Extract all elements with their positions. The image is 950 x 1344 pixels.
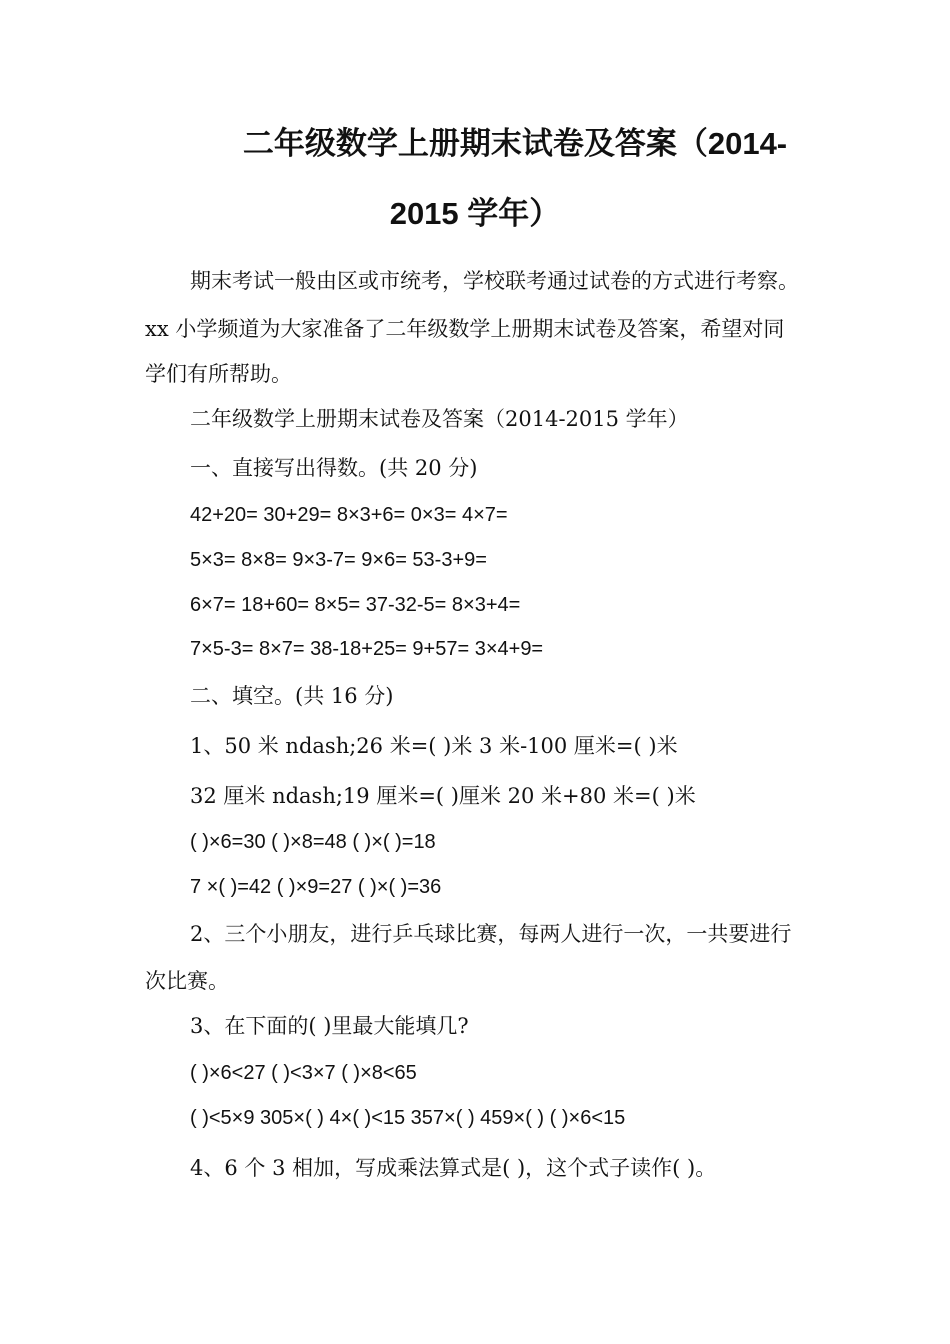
fill-blank-q2-line-1: 2、三个小朋友，进行乒乓球比赛，每两人进行一次，一共要进行 bbox=[190, 922, 792, 946]
fill-blank-q3-line-1: ( )×6<27 ( )<3×7 ( )×8<65 bbox=[190, 1062, 417, 1084]
section-2-heading: 二、填空。(共 16 分) bbox=[190, 684, 394, 708]
arithmetic-row-4: 7×5-3= 8×7= 38-18+25= 9+57= 3×4+9= bbox=[190, 638, 544, 660]
intro-paragraph-line-2: xx 小学频道为大家准备了二年级数学上册期末试卷及答案，希望对同 bbox=[145, 317, 785, 341]
fill-blank-q1-line-3: ( )×6=30 ( )×8=48 ( )×( )=18 bbox=[190, 831, 436, 853]
section-1-heading: 一、直接写出得数。(共 20 分) bbox=[190, 456, 478, 480]
fill-blank-q2-line-2: 次比赛。 bbox=[145, 969, 229, 993]
fill-blank-q1-line-4: 7 ×( )=42 ( )×9=27 ( )×( )=36 bbox=[190, 876, 442, 898]
intro-paragraph-line-1: 期末考试一般由区或市统考，学校联考通过试卷的方式进行考察。 bbox=[190, 269, 799, 293]
arithmetic-row-3: 6×7= 18+60= 8×5= 37-32-5= 8×3+4= bbox=[190, 594, 521, 616]
document-title-line-2: 2015 学年） bbox=[389, 196, 561, 231]
fill-blank-q4: 4、6 个 3 相加，写成乘法算式是( )，这个式子读作( )。 bbox=[190, 1156, 717, 1180]
arithmetic-row-1: 42+20= 30+29= 8×3+6= 0×3= 4×7= bbox=[190, 504, 508, 526]
document-subtitle: 二年级数学上册期末试卷及答案（2014-2015 学年） bbox=[190, 407, 689, 431]
arithmetic-row-2: 5×3= 8×8= 9×3-7= 9×6= 53-3+9= bbox=[190, 549, 487, 571]
document-title-line-1: 二年级数学上册期末试卷及答案（2014- bbox=[242, 126, 788, 161]
fill-blank-q3-heading: 3、在下面的( )里最大能填几? bbox=[190, 1014, 469, 1038]
fill-blank-q1-line-2: 32 厘米 ndash;19 厘米=( )厘米 20 米+80 米=( )米 bbox=[190, 784, 696, 808]
fill-blank-q1-line-1: 1、50 米 ndash;26 米=( )米 3 米-100 厘米=( )米 bbox=[190, 734, 678, 758]
intro-paragraph-line-3: 学们有所帮助。 bbox=[145, 362, 292, 386]
fill-blank-q3-line-2: ( )<5×9 305×( ) 4×( )<15 357×( ) 459×( ) ( )×6<15 bbox=[190, 1107, 626, 1129]
